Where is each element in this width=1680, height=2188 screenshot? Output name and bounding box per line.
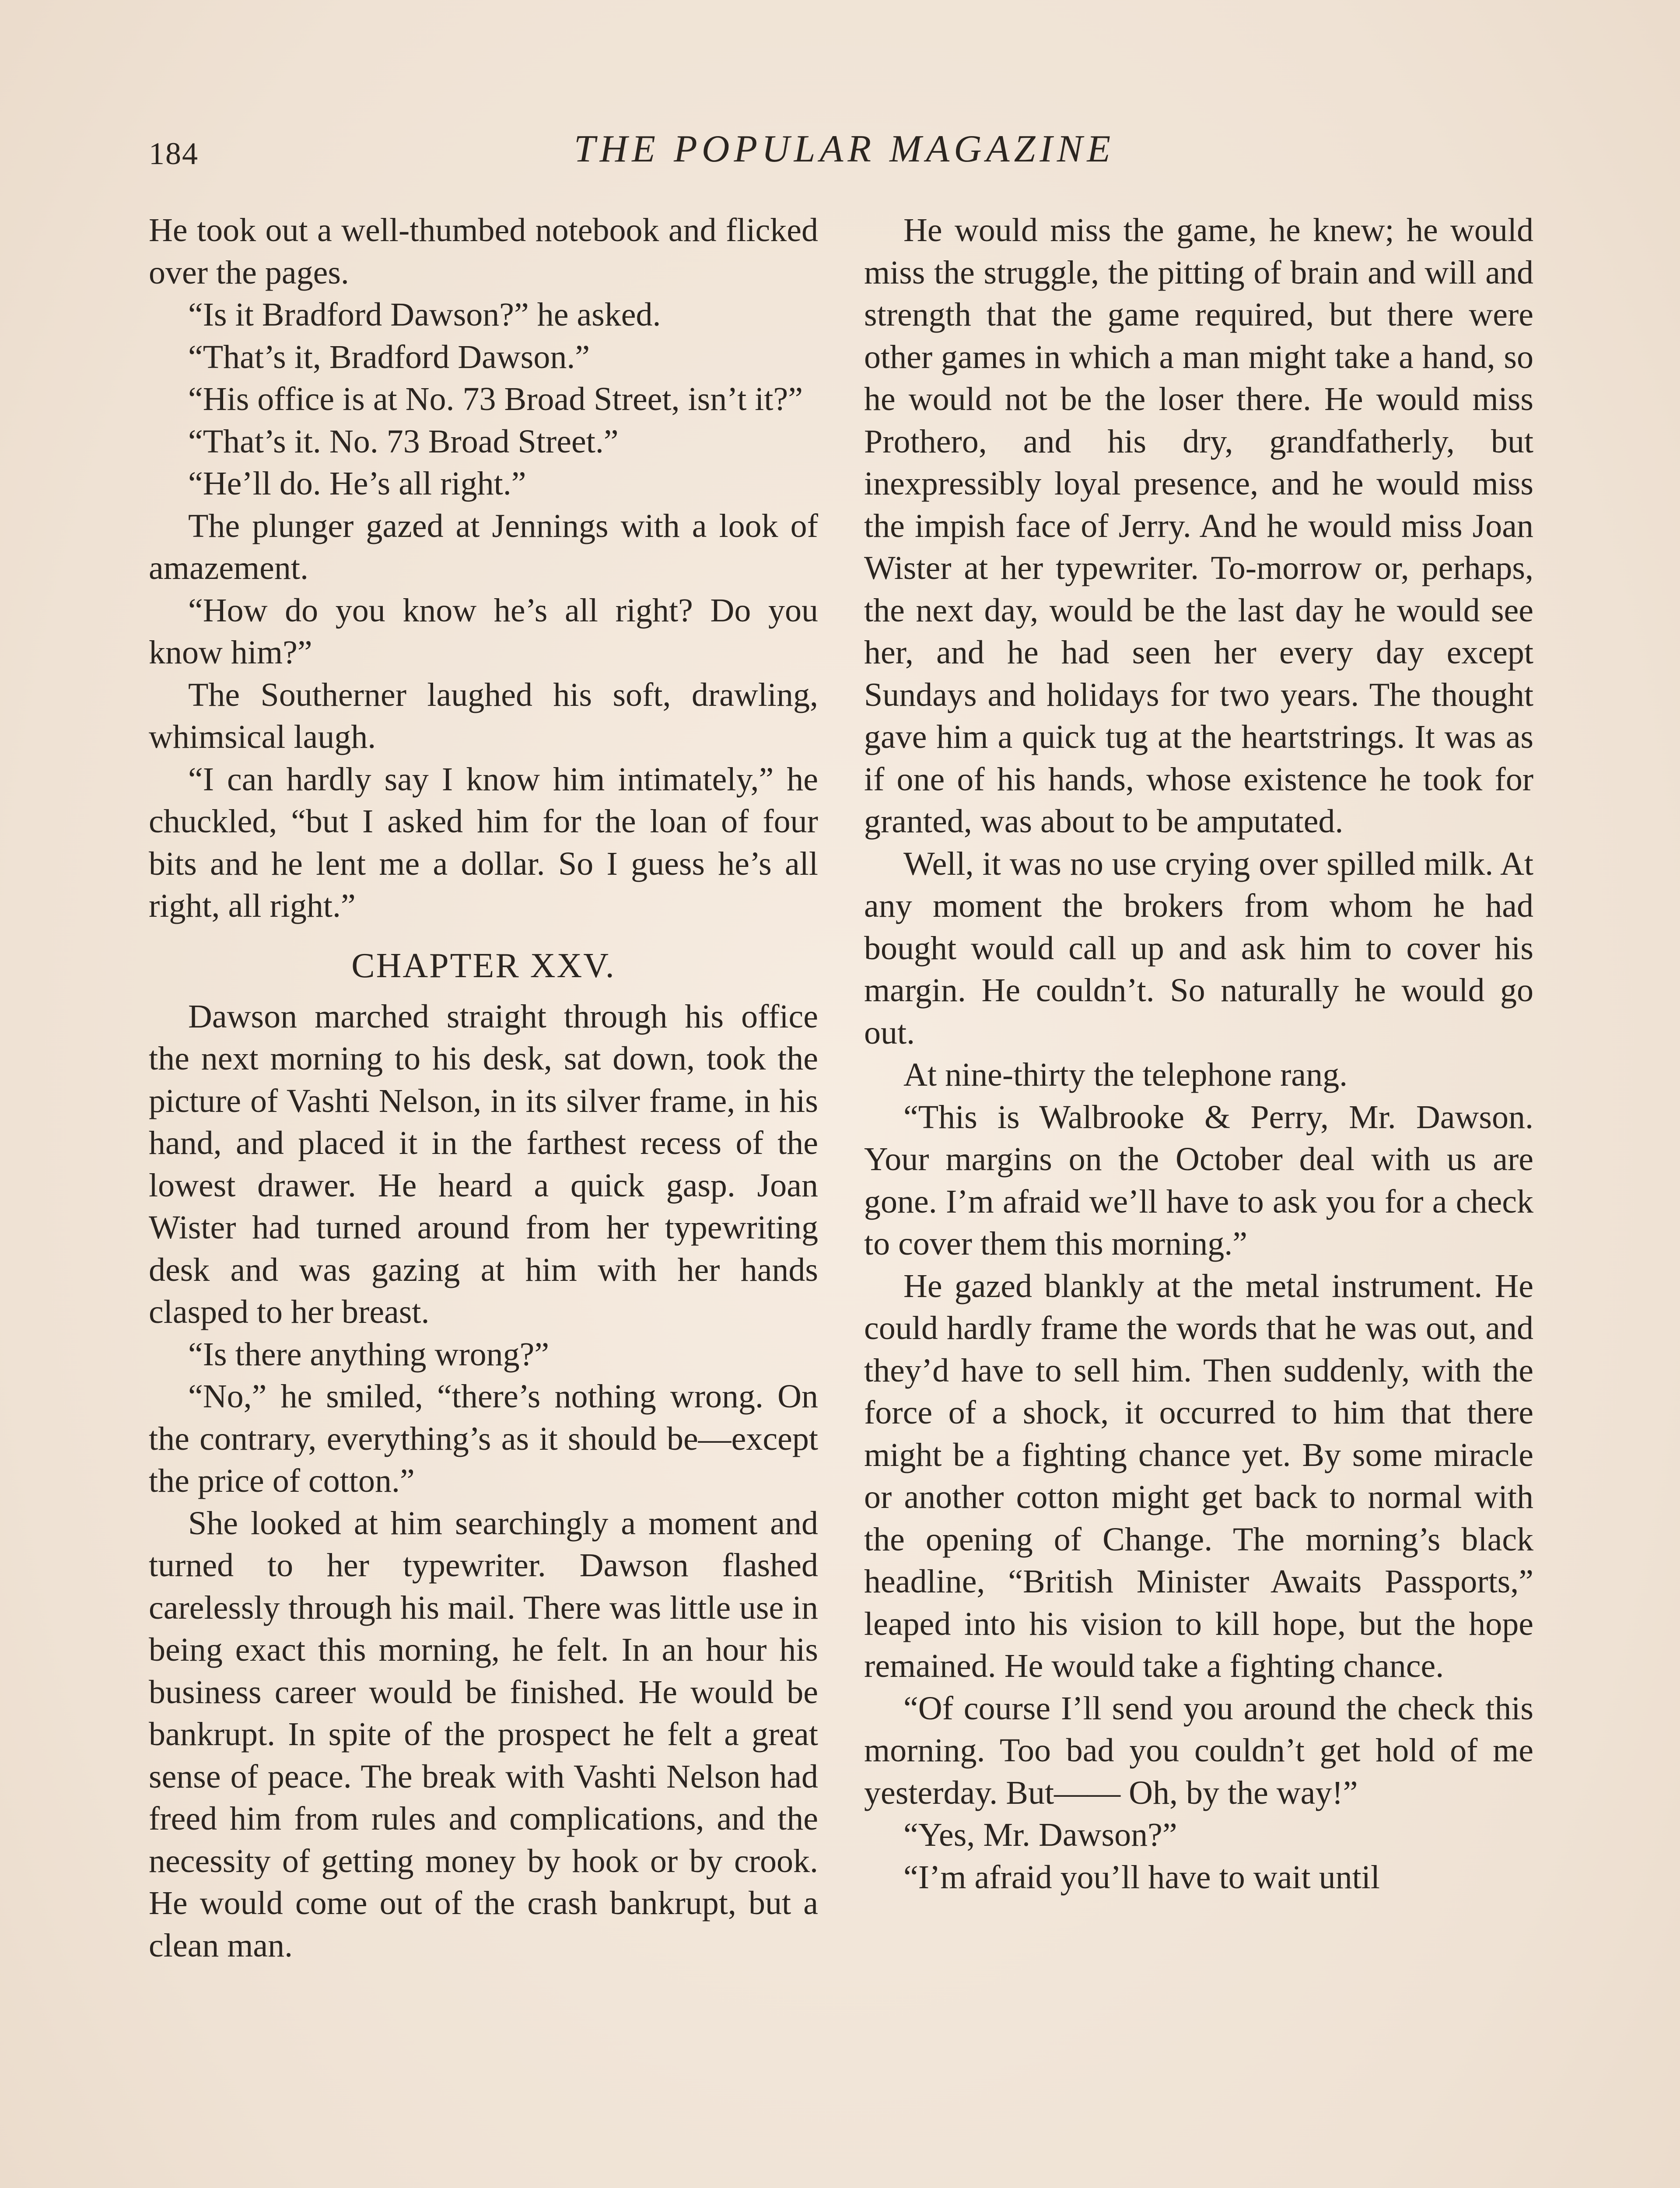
left-column xyxy=(149,209,818,1967)
paragraph: Well, it was no use crying over spilled milk. At any moment the brokers from whom he had bought would call up and ask him to cover his margin. He couldn’t. So naturally he would go out. xyxy=(864,845,1533,1051)
paragraph: “Yes, Mr. Dawson?” xyxy=(903,1816,1177,1853)
right-column xyxy=(864,209,1533,1898)
paragraph: He would miss the game, he knew; he would miss the struggle, the pitting of brain and will and strength that the game required, but there were other games in which a man might take a hand, so he would not be the loser there. He would miss Prothero, and his dry, grandfatherly, but inexpressibly loyal presence, and he would miss the impish face of Jerry. And he would miss Joan Wister at her typewriter. To-morrow or, perhaps, the next day, would be the last day he would see her, and he had seen her every day except Sundays and holidays for two years. The thought gave him a quick tug at the heartstrings. It was as if one of his hands, whose existence he took for granted, was about to be amputated. xyxy=(864,212,1533,840)
paragraph: “That’s it, Bradford Dawson.” xyxy=(188,338,590,375)
paragraph: The Southerner laughed his soft, drawling, whimsical laugh. xyxy=(149,676,818,755)
page-number: 184 xyxy=(149,136,199,171)
running-title: THE POPULAR MAGAZINE xyxy=(574,128,1115,170)
paragraph: “How do you know he’s all right? Do you know him?” xyxy=(149,592,818,671)
paragraph: “This is Walbrooke & Perry, Mr. Dawson. Your margins on the October deal with us are gone. I’m afraid we’ll have to ask you for a check to cover them this morning.” xyxy=(864,1098,1533,1262)
paragraph: “Is it Bradford Dawson?” he asked. xyxy=(188,296,661,333)
paragraph: “No,” he smiled, “there’s nothing wrong. On the contrary, everything’s as it should be—except the price of cotton.” xyxy=(149,1378,818,1499)
paragraph: “I’m afraid you’ll have to wait until xyxy=(903,1858,1380,1896)
page-header xyxy=(149,127,1540,188)
paragraph: “I can hardly say I know him intimately,” he chuckled, “but I asked him for the loan of four bits and he lent me a dollar. So I guess he’s all right, all right.” xyxy=(149,761,818,924)
paragraph: “That’s it. No. 73 Broad Street.” xyxy=(188,423,619,460)
paragraph: “Of course I’ll send you around the check this morning. Too bad you couldn’t get hold of me yesterday. But—— Oh, by the way!” xyxy=(864,1690,1533,1811)
paragraph: He took out a well-thumbed notebook and flicked over the pages. xyxy=(149,212,818,291)
paragraph: Dawson marched straight through his office the next morning to his desk, sat down, took the picture of Vashti Nelson, in its silver frame, in his hand, and placed it in the farthest recess of the lowest drawer. He heard a quick gasp. Joan Wister had turned around from her typewriting desk and was gazing at him with her hands clasped to her breast. xyxy=(149,998,818,1330)
paragraph: “Is there anything wrong?” xyxy=(188,1336,550,1373)
paragraph: The plunger gazed at Jennings with a look of amazement. xyxy=(149,507,818,586)
paragraph: “His office is at No. 73 Broad Street, isn’t it?” xyxy=(188,381,803,417)
paragraph: He gazed blankly at the metal instrument. He could hardly frame the words that he was out, and they’d have to sell him. Then suddenly, with the force of a shock, it occurred to him that there might be a fighting chance yet. By some miracle or another cotton might get back to normal with the opening of Change. The morning’s black headline, “British Minister Awaits Passports,” leaped into his vision to kill hope, but the hope remained. He would take a fighting chance. xyxy=(864,1267,1533,1684)
paragraph: She looked at him searchingly a moment and turned to her typewriter. Dawson flashed carelessly through his mail. There was little use in being exact this morning, he felt. In an hour his business career would be finished. He would be bankrupt. In spite of the prospect he felt a great sense of peace. The break with Vashti Nelson had freed him from rules and complications, and the necessity of getting money by hook or by crook. He would come out of the crash bankrupt, but a clean man. xyxy=(149,1504,818,1964)
paragraph: “He’ll do. He’s all right.” xyxy=(188,465,526,502)
paragraph: At nine-thirty the telephone rang. xyxy=(903,1056,1348,1093)
chapter-heading: CHAPTER XXV. xyxy=(351,946,616,985)
